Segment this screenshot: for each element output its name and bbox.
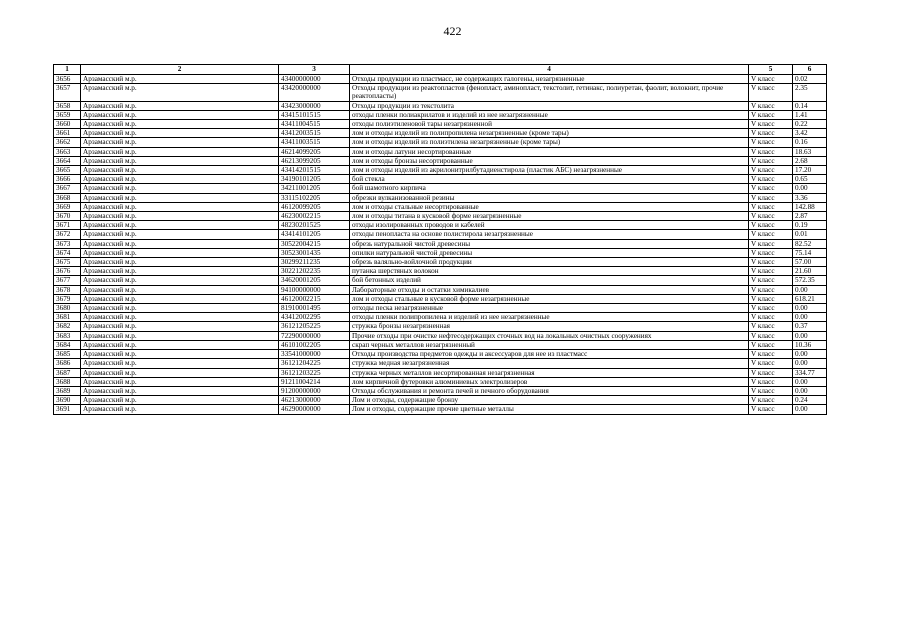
table-row [54,276,827,285]
row-number-cell: 3677 [54,276,81,285]
waste-name-cell: Отходы продукции из текстолита [350,101,749,110]
hazard-class-cell: V класс [749,285,793,294]
row-number-cell: 3672 [54,230,81,239]
waste-name-cell: стружка бронзы незагрязненная [350,322,749,331]
row-number-cell: 3674 [54,248,81,257]
table-row [54,304,827,313]
row-number-cell: 3681 [54,313,81,322]
district-cell: Арзамасский м.р. [81,313,279,322]
district-cell: Арзамасский м.р. [81,75,279,84]
hazard-class-cell: V класс [749,368,793,377]
table-row [54,331,827,340]
table-row [54,405,827,414]
district-cell: Арзамасский м.р. [81,350,279,359]
row-number-cell: 3686 [54,359,81,368]
table-row [54,359,827,368]
district-cell: Арзамасский м.р. [81,239,279,248]
amount-cell: 0.00 [793,377,827,386]
table-row [54,340,827,349]
hazard-class-cell: V класс [749,248,793,257]
district-cell: Арзамасский м.р. [81,368,279,377]
district-cell: Арзамасский м.р. [81,120,279,129]
amount-cell: 17.20 [793,166,827,175]
waste-code-cell: 72290000000 [279,331,350,340]
row-number-cell: 3658 [54,101,81,110]
waste-code-cell: 43415101515 [279,110,350,119]
table-row [54,175,827,184]
amount-cell: 0.01 [793,230,827,239]
waste-name-cell: лом и отходы латуни несортированные [350,147,749,156]
hazard-class-cell: V класс [749,239,793,248]
table-row [54,386,827,395]
hazard-class-cell: V класс [749,221,793,230]
amount-cell: 142.88 [793,202,827,211]
district-cell: Арзамасский м.р. [81,110,279,119]
waste-code-cell: 81910001495 [279,304,350,313]
amount-cell: 18.63 [793,147,827,156]
table-row [54,285,827,294]
waste-code-cell: 36121205225 [279,322,350,331]
waste-code-cell: 43412003515 [279,129,350,138]
hazard-class-cell: V класс [749,166,793,175]
amount-cell: 0.19 [793,221,827,230]
row-number-cell: 3668 [54,193,81,202]
table-row [54,138,827,147]
hazard-class-cell: V класс [749,129,793,138]
amount-cell: 57.00 [793,258,827,267]
hazard-class-cell: V класс [749,84,793,101]
district-cell: Арзамасский м.р. [81,84,279,101]
row-number-cell: 3691 [54,405,81,414]
amount-cell: 0.00 [793,184,827,193]
row-number-cell: 3690 [54,396,81,405]
row-number-cell: 3678 [54,285,81,294]
district-cell: Арзамасский м.р. [81,248,279,257]
waste-code-cell: 46120002215 [279,294,350,303]
waste-code-cell: 34190101205 [279,175,350,184]
waste-name-cell: Отходы обслуживания и ремонта печей и печного оборудования [350,386,749,395]
hazard-class-cell: V класс [749,101,793,110]
waste-code-cell: 43412002295 [279,313,350,322]
waste-name-cell: отходы песка незагрязненные [350,304,749,313]
waste-name-cell: обрезки вулканизованной резины [350,193,749,202]
row-number-cell: 3670 [54,212,81,221]
row-number-cell: 3688 [54,377,81,386]
waste-name-cell: отходы пенопласта на основе полистирола незагрязненные [350,230,749,239]
district-cell: Арзамасский м.р. [81,267,279,276]
district-cell: Арзамасский м.р. [81,212,279,221]
district-cell: Арзамасский м.р. [81,294,279,303]
waste-name-cell: Отходы продукции из пластмасс, не содержащих галогены, незагрязненные [350,75,749,84]
waste-code-cell: 43411004515 [279,120,350,129]
waste-name-cell: лом и отходы изделий из полиэтилена незагрязненные (кроме тары) [350,138,749,147]
table-body [54,75,827,415]
waste-code-cell: 30299211235 [279,258,350,267]
column-header: 1 [54,65,81,75]
row-number-cell: 3666 [54,175,81,184]
waste-code-cell: 33541000000 [279,350,350,359]
hazard-class-cell: V класс [749,386,793,395]
amount-cell: 0.37 [793,322,827,331]
district-cell: Арзамасский м.р. [81,138,279,147]
row-number-cell: 3675 [54,258,81,267]
row-number-cell: 3667 [54,184,81,193]
hazard-class-cell: V класс [749,175,793,184]
row-number-cell: 3671 [54,221,81,230]
district-cell: Арзамасский м.р. [81,156,279,165]
hazard-class-cell: V класс [749,294,793,303]
row-number-cell: 3682 [54,322,81,331]
waste-name-cell: лом кирпичной футеровки алюминиевых электролизеров [350,377,749,386]
waste-name-cell: лом и отходы стальные несортированные [350,202,749,211]
waste-code-cell: 30522004215 [279,239,350,248]
table-row [54,193,827,202]
district-cell: Арзамасский м.р. [81,340,279,349]
waste-name-cell: отходы пленки полиакрилатов и изделий из нее незагрязненные [350,110,749,119]
row-number-cell: 3680 [54,304,81,313]
amount-cell: 0.00 [793,350,827,359]
table-row [54,120,827,129]
table-row [54,156,827,165]
district-cell: Арзамасский м.р. [81,377,279,386]
waste-code-cell: 46290000000 [279,405,350,414]
hazard-class-cell: V класс [749,313,793,322]
page-number: 422 [443,24,462,38]
table-row [54,368,827,377]
district-cell: Арзамасский м.р. [81,129,279,138]
row-number-cell: 3663 [54,147,81,156]
hazard-class-cell: V класс [749,340,793,349]
table-row [54,110,827,119]
hazard-class-cell: V класс [749,350,793,359]
amount-cell: 0.00 [793,304,827,313]
district-cell: Арзамасский м.р. [81,221,279,230]
hazard-class-cell: V класс [749,377,793,386]
amount-cell: 0.00 [793,405,827,414]
waste-name-cell: отходы пленки полипропилена и изделий из нее незагрязненные [350,313,749,322]
district-cell: Арзамасский м.р. [81,386,279,395]
waste-code-cell: 94100000000 [279,285,350,294]
waste-code-cell: 43411003515 [279,138,350,147]
waste-name-cell: Лабораторные отходы и остатки химикалиев [350,285,749,294]
table-row [54,230,827,239]
district-cell: Арзамасский м.р. [81,184,279,193]
amount-cell: 0.22 [793,120,827,129]
amount-cell: 0.65 [793,175,827,184]
amount-cell: 572.35 [793,276,827,285]
amount-cell: 10.36 [793,340,827,349]
hazard-class-cell: V класс [749,147,793,156]
column-header: 6 [793,65,827,75]
amount-cell: 334.77 [793,368,827,377]
table-row [54,212,827,221]
waste-registry-table [53,64,827,415]
district-cell: Арзамасский м.р. [81,193,279,202]
hazard-class-cell: V класс [749,110,793,119]
hazard-class-cell: V класс [749,138,793,147]
district-cell: Арзамасский м.р. [81,322,279,331]
district-cell: Арзамасский м.р. [81,147,279,156]
column-header: 4 [350,65,749,75]
row-number-cell: 3657 [54,84,81,101]
hazard-class-cell: V класс [749,331,793,340]
column-header: 2 [81,65,279,75]
amount-cell: 82.52 [793,239,827,248]
waste-code-cell: 46120099205 [279,202,350,211]
row-number-cell: 3685 [54,350,81,359]
amount-cell: 618.21 [793,294,827,303]
row-number-cell: 3687 [54,368,81,377]
hazard-class-cell: V класс [749,276,793,285]
table-row [54,202,827,211]
row-number-cell: 3664 [54,156,81,165]
hazard-class-cell: V класс [749,405,793,414]
waste-code-cell: 46214099205 [279,147,350,156]
hazard-class-cell: V класс [749,193,793,202]
amount-cell: 0.00 [793,285,827,294]
district-cell: Арзамасский м.р. [81,175,279,184]
hazard-class-cell: V класс [749,230,793,239]
district-cell: Арзамасский м.р. [81,276,279,285]
amount-cell: 3.42 [793,129,827,138]
waste-name-cell: бой бетонных изделий [350,276,749,285]
waste-code-cell: 43414201515 [279,166,350,175]
district-cell: Арзамасский м.р. [81,405,279,414]
waste-name-cell: Отходы продукции из реактопластов (фенопласт, аминопласт, текстолит, гетинакс, полиуретан, фаолит, волокнит, прочие реактопласты) [350,84,749,101]
waste-name-cell: Прочие отходы при очистке нефтесодержащих сточных вод на локальных очистных сооружениях [350,331,749,340]
amount-cell: 75.14 [793,248,827,257]
row-number-cell: 3665 [54,166,81,175]
waste-code-cell: 30221202235 [279,267,350,276]
waste-name-cell: лом и отходы изделий из полипропилена незагрязненные (кроме тары) [350,129,749,138]
waste-code-cell: 34211001205 [279,184,350,193]
waste-name-cell: обрезь натуральной чистой древесины [350,239,749,248]
waste-code-cell: 33115102205 [279,193,350,202]
district-cell: Арзамасский м.р. [81,359,279,368]
table-row [54,184,827,193]
waste-name-cell: отходы изолированных проводов и кабелей [350,221,749,230]
table-row [54,101,827,110]
hazard-class-cell: V класс [749,267,793,276]
amount-cell: 1.41 [793,110,827,119]
waste-name-cell: стружка черных металлов несортированная незагрязненная [350,368,749,377]
waste-code-cell: 30523001435 [279,248,350,257]
row-number-cell: 3661 [54,129,81,138]
waste-name-cell: Отходы производства предметов одежды и аксессуаров для нее из пластмасс [350,350,749,359]
district-cell: Арзамасский м.р. [81,258,279,267]
hazard-class-cell: V класс [749,258,793,267]
row-number-cell: 3676 [54,267,81,276]
table-row [54,294,827,303]
district-cell: Арзамасский м.р. [81,166,279,175]
district-cell: Арзамасский м.р. [81,331,279,340]
amount-cell: 2.87 [793,212,827,221]
waste-code-cell: 43414101205 [279,230,350,239]
waste-name-cell: Лом и отходы, содержащие бронзу [350,396,749,405]
waste-code-cell: 43423000000 [279,101,350,110]
waste-name-cell: лом и отходы изделий из акрилонитрилбутадиенстирола (пластик АБС) незагрязненные [350,166,749,175]
waste-code-cell: 91200000000 [279,386,350,395]
district-cell: Арзамасский м.р. [81,285,279,294]
amount-cell: 0.16 [793,138,827,147]
amount-cell: 21.60 [793,267,827,276]
row-number-cell: 3683 [54,331,81,340]
table-row [54,129,827,138]
waste-code-cell: 46101002205 [279,340,350,349]
table-row [54,350,827,359]
hazard-class-cell: V класс [749,396,793,405]
district-cell: Арзамасский м.р. [81,230,279,239]
table-row [54,221,827,230]
column-header: 3 [279,65,350,75]
waste-name-cell: путанка шерстяных волокон [350,267,749,276]
header-row [54,65,827,75]
hazard-class-cell: V класс [749,202,793,211]
row-number-cell: 3673 [54,239,81,248]
waste-name-cell: отходы полиэтиленовой тары незагрязненной [350,120,749,129]
table-row [54,239,827,248]
table-row [54,147,827,156]
waste-name-cell: скрап черных металлов незагрязненный [350,340,749,349]
amount-cell: 0.00 [793,386,827,395]
waste-name-cell: стружка медная незагрязненная [350,359,749,368]
waste-name-cell: опилки натуральной чистой древесины [350,248,749,257]
waste-code-cell: 36121204225 [279,359,350,368]
row-number-cell: 3659 [54,110,81,119]
table-row [54,267,827,276]
row-number-cell: 3656 [54,75,81,84]
district-cell: Арзамасский м.р. [81,202,279,211]
waste-code-cell: 91211004214 [279,377,350,386]
waste-code-cell: 46230002215 [279,212,350,221]
table-row [54,166,827,175]
waste-name-cell: бой стекла [350,175,749,184]
amount-cell: 2.35 [793,84,827,101]
amount-cell: 0.14 [793,101,827,110]
amount-cell: 0.00 [793,359,827,368]
row-number-cell: 3684 [54,340,81,349]
table-row [54,396,827,405]
hazard-class-cell: V класс [749,212,793,221]
waste-name-cell: лом и отходы бронзы несортированные [350,156,749,165]
row-number-cell: 3679 [54,294,81,303]
hazard-class-cell: V класс [749,304,793,313]
district-cell: Арзамасский м.р. [81,396,279,405]
district-cell: Арзамасский м.р. [81,101,279,110]
waste-code-cell: 48230201525 [279,221,350,230]
row-number-cell: 3669 [54,202,81,211]
waste-name-cell: лом и отходы титана в кусковой форме незагрязненные [350,212,749,221]
amount-cell: 0.24 [793,396,827,405]
amount-cell: 3.36 [793,193,827,202]
table-row [54,248,827,257]
waste-name-cell: бой шамотного кирпича [350,184,749,193]
waste-code-cell: 46213099205 [279,156,350,165]
waste-code-cell: 34620001205 [279,276,350,285]
table-row [54,313,827,322]
waste-code-cell: 46213000000 [279,396,350,405]
amount-cell: 0.00 [793,331,827,340]
row-number-cell: 3689 [54,386,81,395]
table-row [54,75,827,84]
hazard-class-cell: V класс [749,359,793,368]
waste-name-cell: Лом и отходы, содержащие прочие цветные металлы [350,405,749,414]
amount-cell: 0.02 [793,75,827,84]
row-number-cell: 3660 [54,120,81,129]
table-row [54,84,827,101]
amount-cell: 2.68 [793,156,827,165]
waste-name-cell: лом и отходы стальные в кусковой форме незагрязненные [350,294,749,303]
district-cell: Арзамасский м.р. [81,304,279,313]
waste-code-cell: 36121203225 [279,368,350,377]
waste-name-cell: обрезь валяльно-войлочной продукции [350,258,749,267]
row-number-cell: 3662 [54,138,81,147]
waste-code-cell: 43420000000 [279,84,350,101]
hazard-class-cell: V класс [749,75,793,84]
column-header: 5 [749,65,793,75]
table-row [54,377,827,386]
hazard-class-cell: V класс [749,120,793,129]
table-row [54,322,827,331]
table-row [54,258,827,267]
hazard-class-cell: V класс [749,184,793,193]
hazard-class-cell: V класс [749,322,793,331]
hazard-class-cell: V класс [749,156,793,165]
waste-code-cell: 43400000000 [279,75,350,84]
amount-cell: 0.00 [793,313,827,322]
